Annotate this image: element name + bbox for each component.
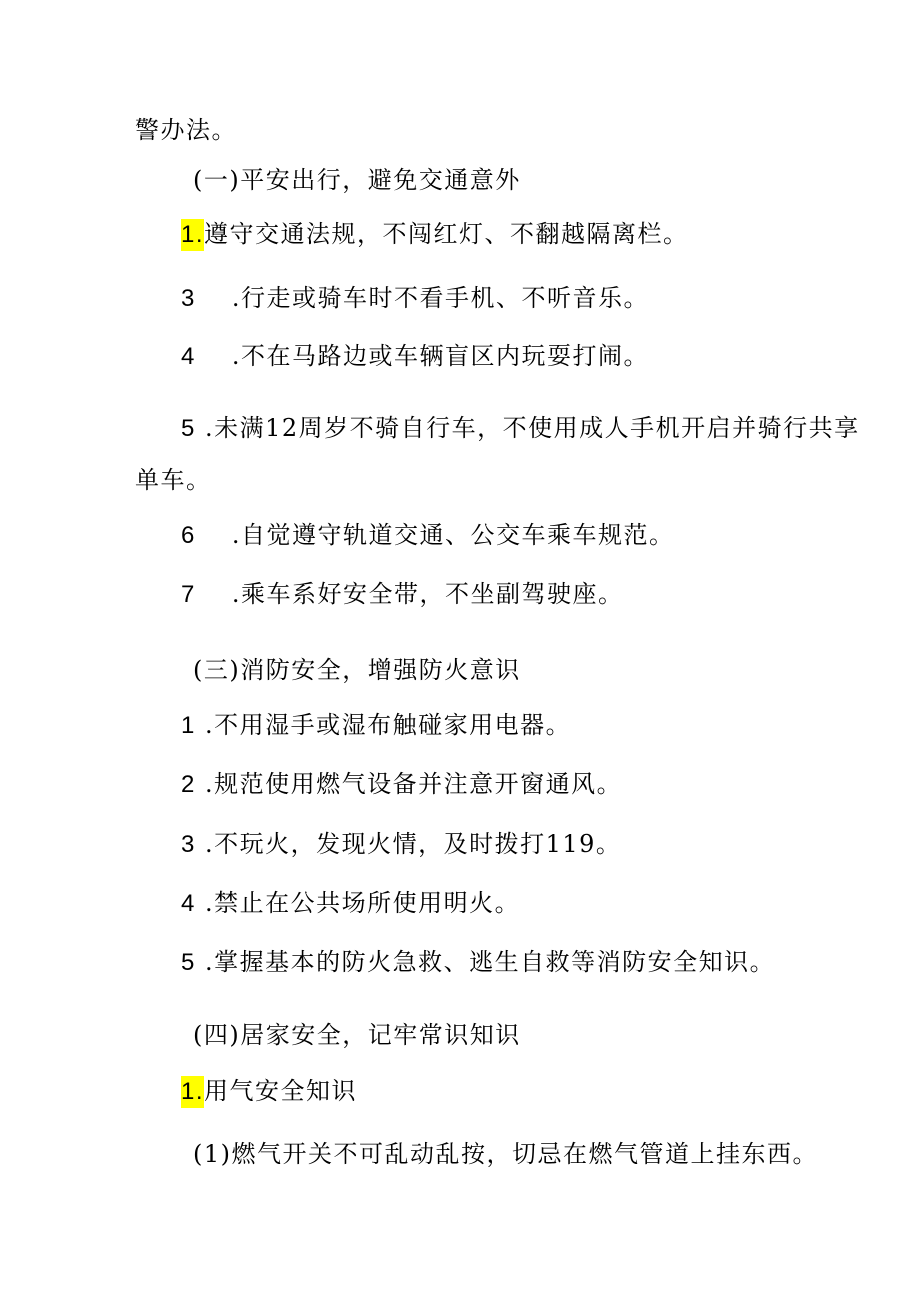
item-number: 4 [181, 343, 196, 370]
list-item-traffic-1 [181, 218, 689, 251]
item-text: .规范使用燃气设备并注意开窗通风。 [205, 770, 623, 798]
item-number: 5 [181, 949, 196, 976]
item-text: .掌握基本的防火急救、逃生自救等消防安全知识。 [205, 948, 776, 976]
item-text: .不用湿手或湿布触碰家用电器。 [205, 711, 572, 739]
list-item-fire-1 [181, 709, 571, 742]
item-number: 6 [181, 522, 196, 549]
item-text: .禁止在公共场所使用明火。 [205, 889, 521, 917]
section-heading-home: (四)居家安全，记牢常识知识 [193, 1021, 521, 1049]
section-heading-traffic: (一)平安出行，避免交通意外 [193, 166, 521, 194]
list-item-traffic-4 [181, 340, 649, 373]
item-text: 用气安全知识 [204, 1077, 358, 1105]
item-text: .未满12周岁不骑自行车，不使用成人手机开启并骑行共享 [205, 414, 860, 442]
item-text: .自觉遵守轨道交通、公交车乘车规范。 [231, 521, 675, 549]
item-number: 2 [181, 771, 196, 798]
item-number: 1 [181, 712, 196, 739]
highlighted-number: 1. [181, 1076, 204, 1108]
item-text: .不在马路边或车辆盲区内玩耍打闹。 [231, 342, 649, 370]
list-item-fire-2 [181, 768, 622, 801]
list-item-fire-5 [181, 946, 775, 979]
paragraph-tail: 警办法。 [135, 116, 237, 144]
list-item-traffic-7 [181, 578, 624, 611]
section-heading-fire: (三)消防安全，增强防火意识 [193, 656, 521, 684]
item-number: 4 [181, 890, 196, 917]
sub-item-home-1-1: (1)燃气开关不可乱动乱按，切忌在燃气管道上挂东西。 [193, 1140, 818, 1168]
list-item-fire-3 [181, 828, 621, 861]
item-text: .行走或骑车时不看手机、不听音乐。 [231, 284, 649, 312]
list-item-traffic-5-continued: 单车。 [135, 466, 212, 494]
item-number: 3 [181, 285, 196, 312]
list-item-traffic-6 [181, 519, 675, 552]
list-item-home-1 [181, 1075, 357, 1108]
item-number: 5 [181, 415, 196, 442]
item-number: 7 [181, 581, 196, 608]
highlighted-number: 1. [181, 219, 204, 251]
list-item-fire-4 [181, 887, 520, 920]
item-text: 遵守交通法规，不闯红灯、不翻越隔离栏。 [204, 220, 689, 248]
list-item-traffic-5 [181, 412, 860, 445]
item-text: .不玩火，发现火情，及时拨打119。 [205, 830, 622, 858]
list-item-traffic-3 [181, 282, 649, 315]
item-text: .乘车系好安全带，不坐副驾驶座。 [231, 580, 624, 608]
item-number: 3 [181, 831, 196, 858]
